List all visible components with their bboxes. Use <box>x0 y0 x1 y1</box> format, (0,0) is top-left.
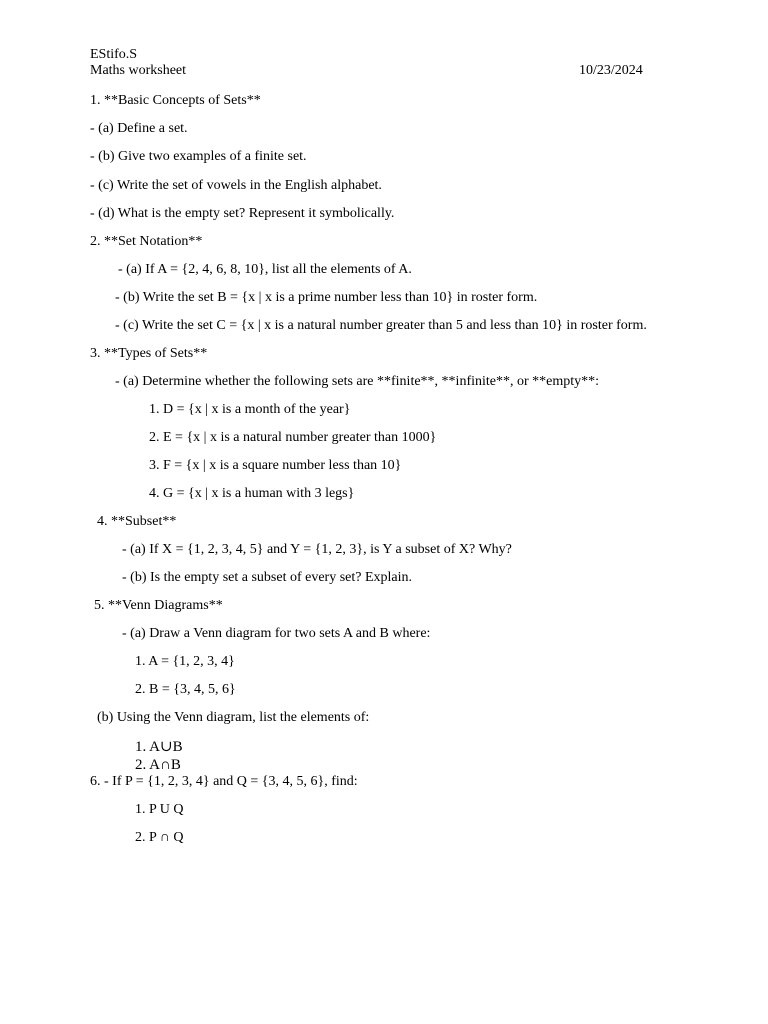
worksheet-title: Maths worksheet <box>90 63 187 78</box>
section-heading: 6. - If P = {1, 2, 3, 4} and Q = {3, 4, 5, 6}, find: <box>90 774 358 789</box>
author-name: EStifo.S <box>90 47 138 62</box>
section-heading: 1. **Basic Concepts of Sets** <box>90 93 261 108</box>
question-item: - (b) Give two examples of a finite set. <box>90 149 307 164</box>
question-item: - (a) Determine whether the following sets are **finite**, **infinite**, or **empty**: <box>115 374 600 389</box>
question-item: - (d) What is the empty set? Represent it symbolically. <box>90 206 395 221</box>
section-heading: 2. **Set Notation** <box>90 234 203 249</box>
question-item: - (a) Draw a Venn diagram for two sets A and B where: <box>122 626 431 641</box>
question-item: - (a) Define a set. <box>90 121 188 136</box>
worksheet-date: 10/23/2024 <box>579 63 643 78</box>
sub-item: 1. A∪B <box>135 739 183 755</box>
question-item: - (c) Write the set of vowels in the English alphabet. <box>90 178 382 193</box>
section-heading: 4. **Subset** <box>97 514 177 529</box>
sub-item: 3. F = {x | x is a square number less than 10} <box>149 458 402 473</box>
sub-item: 2. A∩B <box>135 757 181 773</box>
sub-item: 4. G = {x | x is a human with 3 legs} <box>149 486 355 501</box>
section-heading: 3. **Types of Sets** <box>90 346 208 361</box>
question-item: - (a) If A = {2, 4, 6, 8, 10}, list all the elements of A. <box>118 262 412 277</box>
sub-item: 1. A = {1, 2, 3, 4} <box>135 654 235 669</box>
question-item: - (a) If X = {1, 2, 3, 4, 5} and Y = {1, 2, 3}, is Y a subset of X? Why? <box>122 542 512 557</box>
section-heading: 5. **Venn Diagrams** <box>94 598 223 613</box>
question-item: - (b) Is the empty set a subset of every set? Explain. <box>122 570 413 585</box>
sub-item: 1. P U Q <box>135 802 184 817</box>
sub-item: 2. B = {3, 4, 5, 6} <box>135 682 236 697</box>
sub-item: 1. D = {x | x is a month of the year} <box>149 402 351 417</box>
sub-item: 2. P ∩ Q <box>135 830 184 845</box>
question-item: - (b) Write the set B = {x | x is a prime number less than 10} in roster form. <box>115 290 538 305</box>
sub-item: 2. E = {x | x is a natural number greater than 1000} <box>149 430 437 445</box>
question-item: - (c) Write the set C = {x | x is a natural number greater than 5 and less than 10} in roster form. <box>115 318 647 333</box>
question-item: (b) Using the Venn diagram, list the elements of: <box>97 710 370 725</box>
